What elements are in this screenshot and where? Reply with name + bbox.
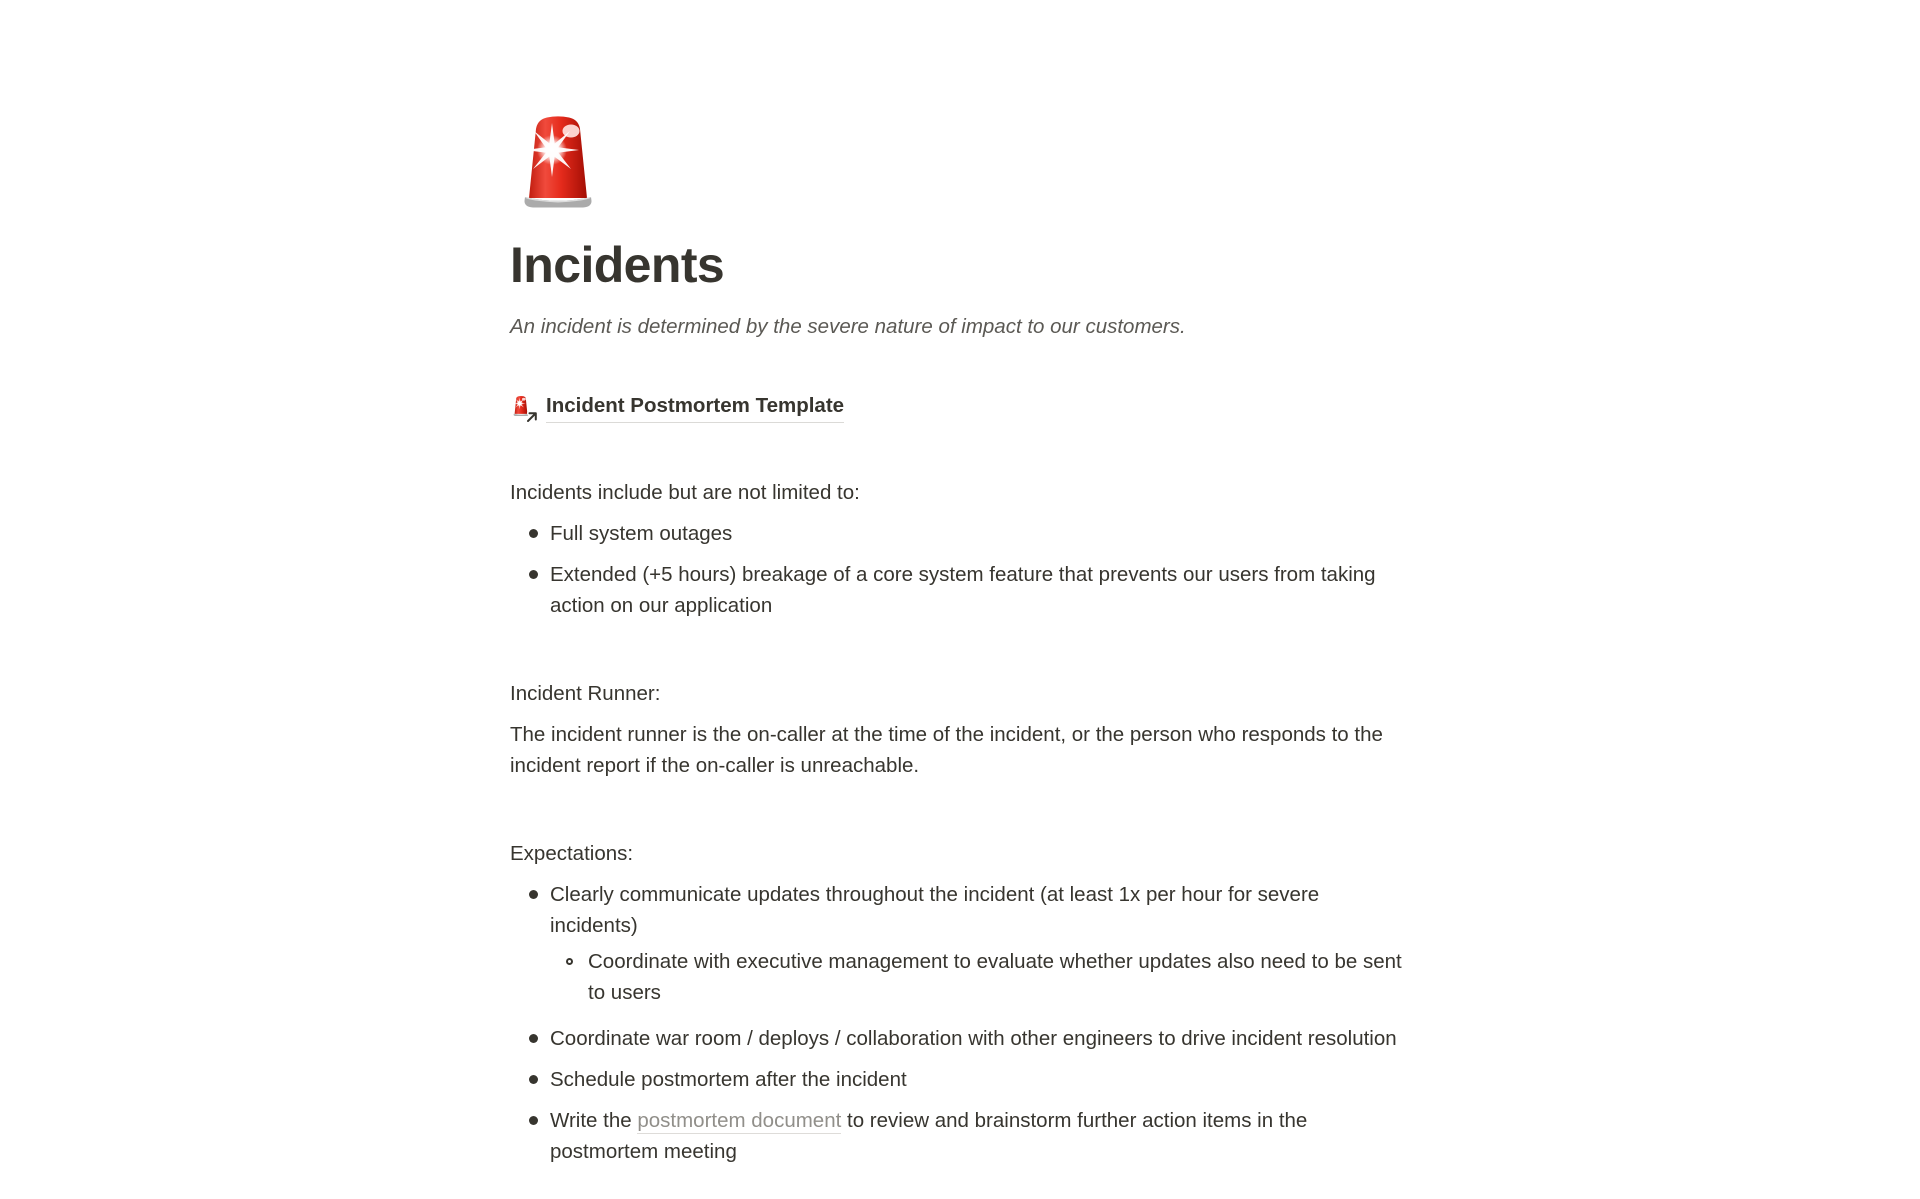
- bullet-icon: [516, 1023, 550, 1054]
- list-item: [516, 1018, 1410, 1059]
- page-subtitle: An incident is determined by the severe nature of impact to our customers.: [510, 315, 1186, 338]
- list-item-text: Coordinate with executive management to evaluate whether updates also need to be sent to users: [588, 950, 1402, 1004]
- spacer: [510, 425, 1410, 472]
- incident-runner-body: The incident runner is the on-caller at the time of the incident, or the person who responds to the incident report if the on-caller is unreachable.: [510, 723, 1383, 777]
- nested-list-item: [550, 941, 1410, 1013]
- list-item-content: [550, 879, 1410, 1013]
- spacer: [510, 786, 1410, 833]
- list-item-text-suffix: to review and brainstorm further action items in the postmortem meeting: [550, 1109, 1308, 1163]
- incident-types-list: [510, 513, 1410, 626]
- hollow-bullet-icon: [550, 946, 588, 1008]
- list-item: [516, 1100, 1410, 1172]
- siren-page-icon: [510, 395, 534, 419]
- postmortem-document-link[interactable]: postmortem document: [637, 1109, 842, 1132]
- list-item-text: Clearly communicate updates throughout the incident (at least 1x per hour for severe incidents): [550, 883, 1320, 937]
- expectations-heading: Expectations:: [510, 842, 634, 865]
- page-title: Incidents: [510, 237, 725, 293]
- page-body: [510, 0, 1410, 1172]
- incident-runner-heading: Incident Runner:: [510, 682, 661, 705]
- incidents-intro-text: Incidents include but are not limited to:: [510, 481, 860, 504]
- external-arrow-icon: [525, 410, 539, 424]
- page-icon-siren-emoji[interactable]: [508, 112, 608, 212]
- list-item: [516, 874, 1410, 1018]
- spacer: [510, 626, 1410, 673]
- list-item-content: [550, 1105, 1410, 1167]
- incident-postmortem-template-link[interactable]: [510, 389, 844, 425]
- list-item-text: Full system outages: [550, 522, 733, 545]
- list-item: [516, 513, 1410, 554]
- list-item-text: Extended (+5 hours) breakage of a core system feature that prevents our users from taking action on our application: [550, 563, 1376, 617]
- bullet-icon: [516, 559, 550, 621]
- bullet-icon: [516, 518, 550, 549]
- expectations-list: [510, 874, 1410, 1172]
- list-item: [516, 1059, 1410, 1100]
- list-item-text: Coordinate war room / deploys / collaboration with other engineers to drive incident resolution: [550, 1027, 1397, 1050]
- incident-postmortem-template-label[interactable]: Incident Postmortem Template: [546, 391, 844, 423]
- bullet-icon: [516, 1105, 550, 1167]
- list-item-text-prefix: Write the: [550, 1109, 638, 1132]
- nested-list: [550, 941, 1410, 1013]
- bullet-icon: [516, 1064, 550, 1095]
- list-item: [516, 554, 1410, 626]
- list-item-text: Schedule postmortem after the incident: [550, 1068, 907, 1091]
- spacer: [510, 342, 1410, 389]
- bullet-icon: [516, 879, 550, 1013]
